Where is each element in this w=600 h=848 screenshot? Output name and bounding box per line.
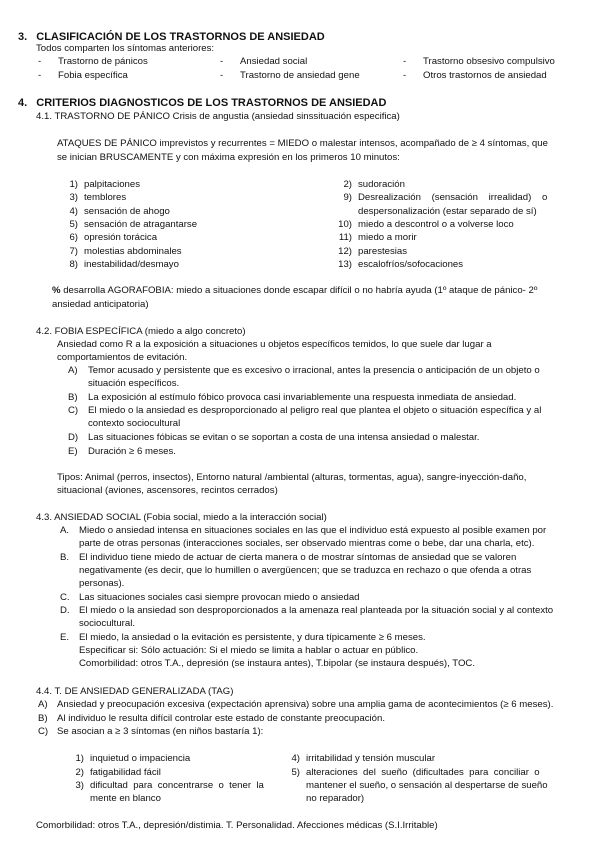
criterion-text: situación específicos. xyxy=(88,378,180,389)
criterion-letter: B) xyxy=(38,713,48,724)
criterion-letter: E) xyxy=(68,446,78,457)
panic-intro: ATAQUES DE PÁNICO imprevistos y recurrentes = MIEDO o malestar intensos, acompañado de ≥ 4 síntomas, que xyxy=(57,138,548,149)
criterion-text: El miedo, la ansiedad o la evitación es persistente, y dura típicamente ≥ 6 meses. xyxy=(79,632,426,643)
list-item: 9) Desrealización (sensación irrealidad) o xyxy=(343,192,548,203)
criterion-text: La exposición al estímulo fóbico provoca casi invariablemente una respuesta inmediata de ansiedad. xyxy=(88,392,517,403)
list-item: 5) alteraciones del sueño (dificultades para conciliar o xyxy=(291,767,540,778)
criterion-text: contexto sociocultural xyxy=(88,418,181,429)
list-item-cont: mantener el sueño, o sensación al despertarse de sueño xyxy=(306,780,548,791)
bullet: - xyxy=(38,56,42,67)
criterion-text: Comorbilidad: otros T.A., depresión (se instaura antes), T.bipolar (se instaura después), TOC. xyxy=(79,658,476,669)
section-3-title: CLASIFICACIÓN DE LOS TRASTORNOS DE ANSIEDAD xyxy=(36,31,325,43)
list-item-cont: no reparador) xyxy=(306,793,365,804)
bullet: - xyxy=(403,70,407,81)
gad-comorbidity: Comorbilidad: otros T.A., depresión/distimia. T. Personalidad. Afecciones médicas (S.I.Irritable) xyxy=(36,820,438,831)
criterion-text: Las situaciones fóbicas se evitan o se soportan a costa de una intensa ansiedad o malestar. xyxy=(88,432,480,443)
section-4-heading xyxy=(18,96,386,111)
section-4-title: CRITERIOS DIAGNOSTICOS DE LOS TRASTORNOS DE ANSIEDAD xyxy=(36,97,387,109)
criterion-text: El miedo o la ansiedad es desproporcionado al peligro real que plantea el objeto o situación específica y al xyxy=(88,405,542,416)
criterion-text: sociocultural. xyxy=(79,618,135,629)
criterion-text: Duración ≥ 6 meses. xyxy=(88,446,176,457)
criterion-text: Miedo o ansiedad intensa en situaciones sociales en las que el individuo está expuesto al posible examen por xyxy=(79,525,547,536)
criterion-text: parte de otras personas (interacciones sociales, ser observado mientras come o bebe, dar una charla, etc). xyxy=(79,538,535,549)
list-item: 5) sensación de atragantarse xyxy=(69,219,198,230)
list-item: Trastorno obsesivo compulsivo xyxy=(423,56,555,67)
criterion-text: Temor acusado y persistente que es excesivo o irracional, antes la presencia o anticipación de un objeto o xyxy=(88,365,540,376)
criterion-text: Se asocian a ≥ 3 síntomas (en niños bastaría 1): xyxy=(57,726,264,737)
subsection-4-2-title: 4.2. FOBIA ESPECÍFICA (miedo a algo concreto) xyxy=(36,326,246,337)
list-item: 6) opresión torácica xyxy=(69,232,158,243)
agoraphobia-note-cont: ansiedad anticipatoria) xyxy=(52,299,149,310)
criterion-text: personas). xyxy=(79,578,125,589)
list-item: 8) inestabilidad/desmayo xyxy=(69,259,179,270)
criterion-letter: C) xyxy=(38,726,49,737)
phobia-intro: comportamientos de evitación. xyxy=(57,352,188,363)
subsection-4-1-title: 4.1. TRASTORNO DE PÁNICO Crisis de angustia (ansiedad sinssituación especifica) xyxy=(36,111,400,122)
criterion-text: Especificar si: Sólo actuación: Si el miedo se limita a hablar o actuar en público. xyxy=(79,645,419,656)
criterion-letter: C. xyxy=(60,592,70,603)
list-item: Trastorno de ansiedad gene xyxy=(240,70,360,81)
phobia-types: situacional (aviones, ascensores, recintos cerrados) xyxy=(57,485,278,496)
criterion-text: El individuo tiene miedo de actuar de cierta manera o de mostrar síntomas de ansiedad que se valoren xyxy=(79,552,517,563)
list-item: 4) irritabilidad y tensión muscular xyxy=(291,753,436,764)
list-item: 2) fatigabilidad fácil xyxy=(75,767,161,778)
list-item: 12) parestesias xyxy=(338,246,408,257)
list-item: Trastorno de pánicos xyxy=(58,56,148,67)
percent-symbol: % xyxy=(52,285,61,296)
list-item: 2) sudoración xyxy=(343,179,405,190)
list-item: 7) molestias abdominales xyxy=(69,246,182,257)
agoraphobia-note: % desarrolla AGORAFOBIA: miedo a situaciones donde escapar difícil o no habría ayuda (1º ataque de pánico- 2º xyxy=(52,285,538,296)
section-4-number: 4. xyxy=(18,97,28,109)
criterion-letter: A) xyxy=(68,365,78,376)
criterion-text: El miedo o la ansiedad son desproporcionados a la amenaza real planteada por la situación social y al contexto xyxy=(79,605,554,616)
criterion-text: Las situaciones sociales casi siempre provocan miedo o ansiedad xyxy=(79,592,360,603)
criterion-letter: A. xyxy=(60,525,70,536)
phobia-intro: Ansiedad como R a la exposición a situaciones u objetos específicos temidos, lo que suele dar lugar a xyxy=(57,339,492,350)
list-item: Fobia específica xyxy=(58,70,128,81)
subsection-4-4-title: 4.4. T. DE ANSIEDAD GENERALIZADA (TAG) xyxy=(36,686,234,697)
criterion-letter: B) xyxy=(68,392,78,403)
list-item: 13) escalofríos/sofocaciones xyxy=(338,259,464,270)
list-item: 1) palpitaciones xyxy=(69,179,141,190)
criterion-letter: D) xyxy=(68,432,79,443)
bullet: - xyxy=(38,70,42,81)
panic-intro: se inician BRUSCAMENTE y con máxima expresión en los primeros 10 minutos: xyxy=(57,152,400,163)
criterion-text: Al individuo le resulta difícil controlar este estado de constante preocupación. xyxy=(57,713,385,724)
criterion-text: Ansiedad y preocupación excesiva (expectación aprensiva) sobre una amplia gama de acontecimientos (≥ 6 meses). xyxy=(57,699,554,710)
list-item-cont: mente en blanco xyxy=(90,793,161,804)
list-item: 3) dificultad para concentrarse o tener la xyxy=(75,780,264,791)
list-item: 10) miedo a descontrol o a volverse loco xyxy=(338,219,514,230)
section-3-intro: Todos comparten los síntomas anteriores: xyxy=(36,43,215,54)
criterion-letter: A) xyxy=(38,699,48,710)
criterion-letter: B. xyxy=(60,552,70,563)
bullet: - xyxy=(220,56,224,67)
criterion-letter: C) xyxy=(68,405,79,416)
list-item: 11) miedo a morir xyxy=(338,232,417,243)
list-item: 3) temblores xyxy=(69,192,127,203)
list-item: Otros trastornos de ansiedad xyxy=(423,70,547,81)
list-item: despersonalización (estar separado de sí) xyxy=(358,206,537,217)
criterion-text: negativamente (es decir, que lo humillen o avergüencen; que se traduzca en rechazo o que ofenda a otras xyxy=(79,565,532,576)
subsection-4-3-title: 4.3. ANSIEDAD SOCIAL (Fobia social, miedo a la interacción social) xyxy=(36,512,327,523)
list-item: Ansiedad social xyxy=(240,56,308,67)
criterion-letter: E. xyxy=(60,632,70,643)
bullet: - xyxy=(403,56,407,67)
phobia-types: Tipos: Animal (perros, insectos), Entorno natural /ambiental (alturas, tormentas, agua), sangre-inyección-daño, xyxy=(57,472,527,483)
list-item: 4) sensación de ahogo xyxy=(69,206,170,217)
list-item: 1) inquietud o impaciencia xyxy=(75,753,191,764)
section-3-number: 3. xyxy=(18,31,28,43)
criterion-letter: D. xyxy=(60,605,70,616)
bullet: - xyxy=(220,70,224,81)
